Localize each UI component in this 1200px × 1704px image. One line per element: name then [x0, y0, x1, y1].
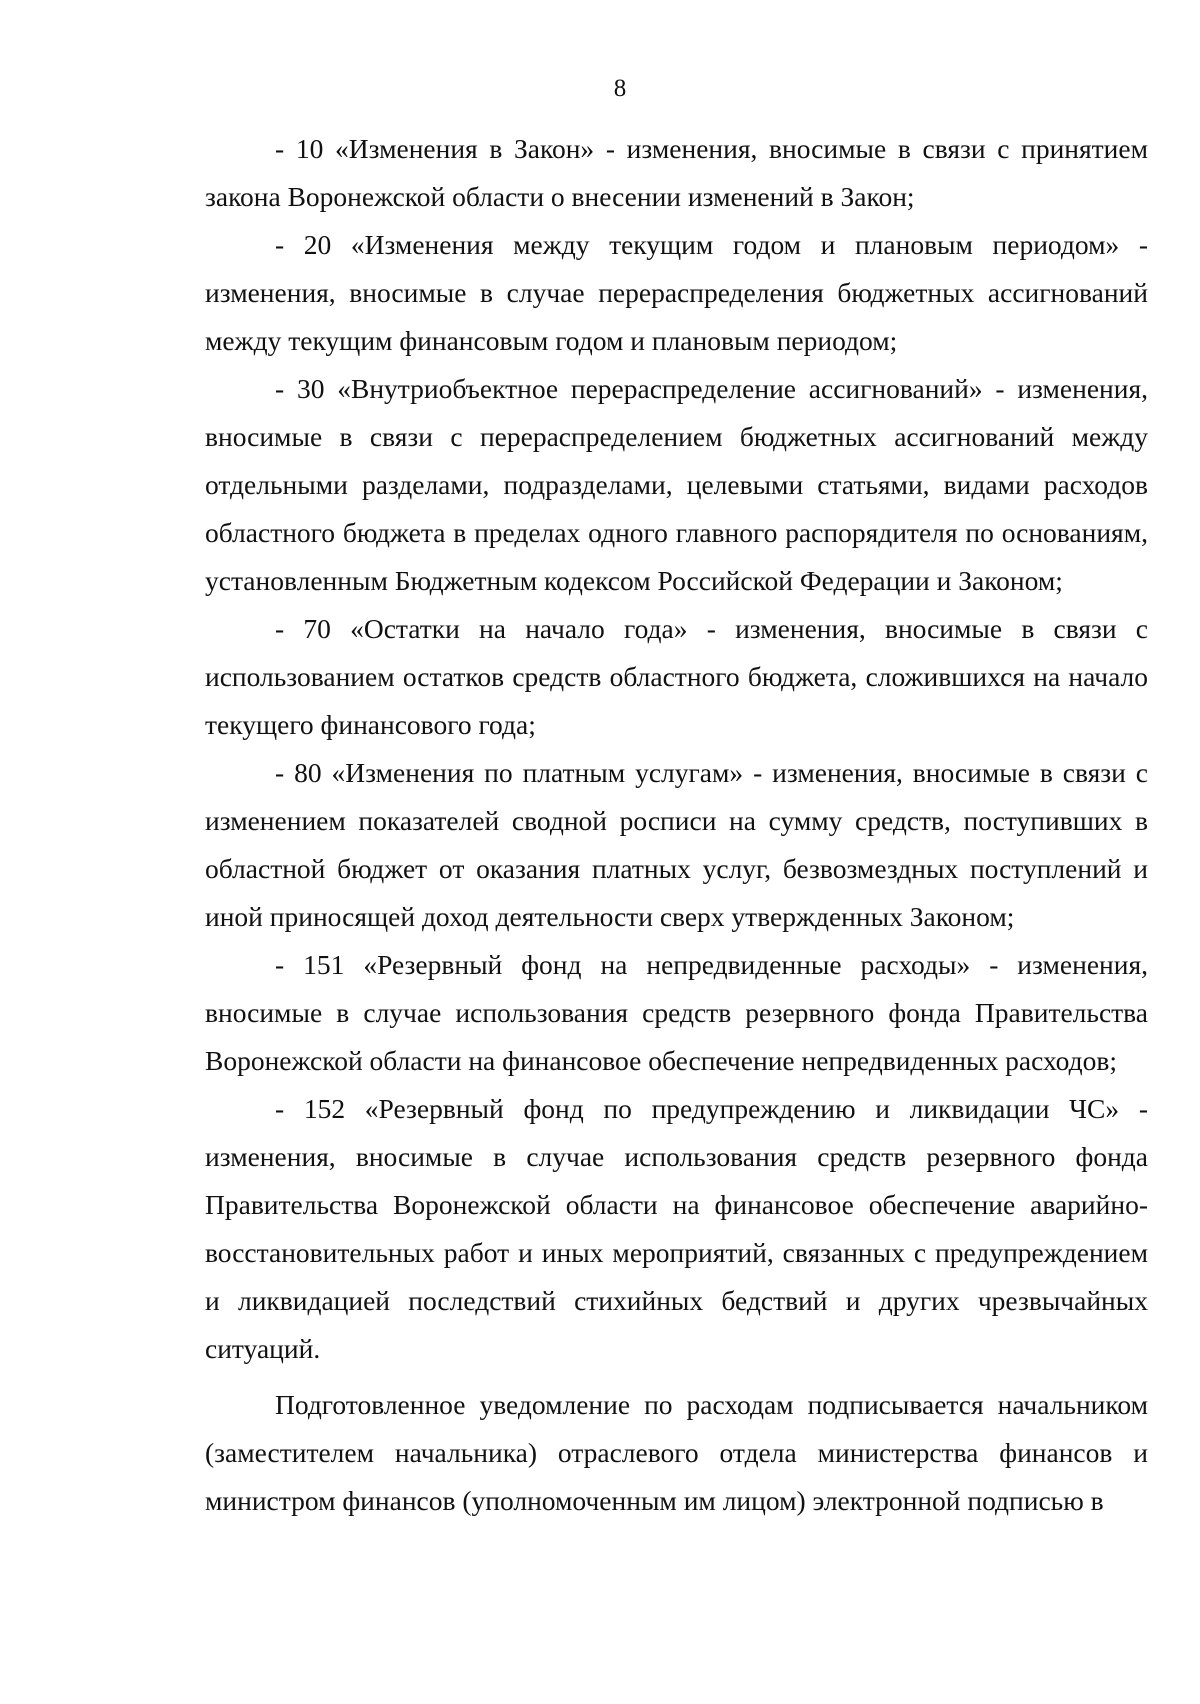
list-item-code-80: - 80 «Изменения по платным услугам» - изменения, вносимые в связи с изменением показателей сводной росписи на сумму средств, поступивших в областной бюджет от оказания платных услуг, безвозмездных поступлений и иной приносящей доход деятельности сверх утвержденных Законом; — [205, 757, 1148, 932]
closing-paragraph: Подготовленное уведомление по расходам подписывается начальником (заместителем начальника) отраслевого отдела министерства финансов и министром финансов (уполномоченным им лицом) электронной подписью в — [205, 1389, 1148, 1516]
list-item-code-152: - 152 «Резервный фонд по предупреждению и ликвидации ЧС» - изменения, вносимые в случае использования средств резервного фонда Правительства Воронежской области на финансовое обеспечение аварийно-восстановительных работ и иных мероприятий, связанных с предупреждением и ликвидацией последствий стихийных бедствий и других чрезвычайных ситуаций. — [205, 1093, 1148, 1364]
list-item-code-70: - 70 «Остатки на начало года» - изменения, вносимые в связи с использованием остатков средств областного бюджета, сложившихся на начало текущего финансового года; — [205, 613, 1148, 740]
page-number: 8 — [613, 75, 627, 102]
document-body — [205, 125, 1148, 1525]
list-item-code-30: - 30 «Внутриобъектное перераспределение ассигнований» - изменения, вносимые в связи с перераспределением бюджетных ассигнований между отдельными разделами, подразделами, целевыми статьями, видами расходов областного бюджета в пределах одного главного распорядителя по основаниям, установленным Бюджетным кодексом Российской Федерации и Законом; — [205, 373, 1148, 596]
list-item-code-151: - 151 «Резервный фонд на непредвиденные расходы» - изменения, вносимые в случае использования средств резервного фонда Правительства Воронежской области на финансовое обеспечение непредвиденных расходов; — [205, 949, 1148, 1076]
list-item-code-20: - 20 «Изменения между текущим годом и плановым периодом» - изменения, вносимые в случае перераспределения бюджетных ассигнований между текущим финансовым годом и плановым периодом; — [205, 229, 1148, 356]
list-item-code-10: - 10 «Изменения в Закон» - изменения, вносимые в связи с принятием закона Воронежской области о внесении изменений в Закон; — [205, 133, 1148, 212]
